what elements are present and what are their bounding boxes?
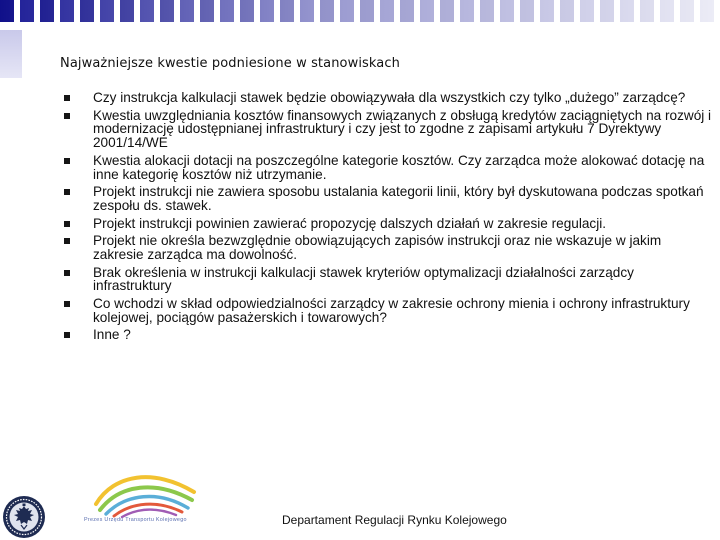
bullet-text: Czy instrukcja kalkulacji stawek będzie obowiązywała dla wszystkich czy tylko „dużego” zarządcę? bbox=[93, 90, 686, 105]
bullet-text: Co wchodzi w skład odpowiedzialności zarządcy w zakresie ochrony mienia i ochrony infrastruktury kolejowej, pociągów pasażerskich i towarowych? bbox=[93, 295, 690, 325]
square-bullet-icon bbox=[64, 332, 70, 338]
side-accent-block bbox=[0, 30, 22, 78]
bullet-item bbox=[64, 109, 714, 151]
square-bullet-icon bbox=[64, 221, 70, 227]
square-bullet-icon bbox=[64, 95, 70, 101]
footer-department: Departament Regulacji Rynku Kolejowego bbox=[282, 513, 507, 527]
bullet-item bbox=[64, 297, 714, 325]
square-bullet-icon bbox=[64, 189, 70, 195]
bullet-text: Inne ? bbox=[93, 327, 131, 343]
polish-eagle-emblem-icon bbox=[2, 495, 46, 539]
bullet-item bbox=[64, 185, 714, 213]
bullet-text: Kwestia alokacji dotacji na poszczególne kategorie kosztów. Czy zarządca może alokować dotację na inne kategorię kosztów niż utrzymanie. bbox=[93, 152, 705, 182]
bullet-item bbox=[64, 217, 714, 231]
bullet-item bbox=[64, 154, 714, 182]
slide-title: Najważniejsze kwestie podniesione w stanowiskach bbox=[60, 56, 400, 71]
square-bullet-icon bbox=[64, 238, 70, 244]
bullet-item bbox=[64, 91, 714, 105]
bullet-text: Projekt instrukcji nie zawiera sposobu ustalania kategorii linii, który był dyskutowana podczas spotkań zespołu ds. stawek. bbox=[93, 184, 704, 214]
square-bullet-icon bbox=[64, 158, 70, 164]
bullet-text: Kwestia uwzględniania kosztów finansowych związanych z obsługą kredytów zaciągniętych na rozwój i modernizację udostępnianej infrastruktury i czy jest to zgodne z zapisami artykułu 7 Dyrektywy 2001/14/WE bbox=[93, 107, 712, 151]
bullet-item bbox=[64, 328, 714, 342]
utk-logo-caption: Prezes Urzędu Transportu Kolejowego bbox=[84, 517, 187, 523]
bullet-text: Projekt instrukcji powinien zawierać propozycję dalszych działań w zakresie regulacji. bbox=[93, 215, 607, 231]
square-bullet-icon bbox=[64, 301, 70, 307]
bullet-text: Brak określenia w instrukcji kalkulacji stawek kryteriów optymalizacji działalności zarządcy infrastruktury bbox=[93, 264, 634, 294]
square-bullet-icon bbox=[64, 113, 70, 119]
bullet-text: Projekt nie określa bezwzględnie obowiązujących zapisów instrukcji oraz nie wskazuje w jakim zakresie zarządca ma dowolność. bbox=[93, 233, 662, 263]
header-stripe-fade bbox=[0, 0, 720, 22]
bullet-item bbox=[64, 234, 714, 262]
square-bullet-icon bbox=[64, 270, 70, 276]
bullet-list bbox=[64, 91, 714, 346]
bullet-item bbox=[64, 266, 714, 294]
